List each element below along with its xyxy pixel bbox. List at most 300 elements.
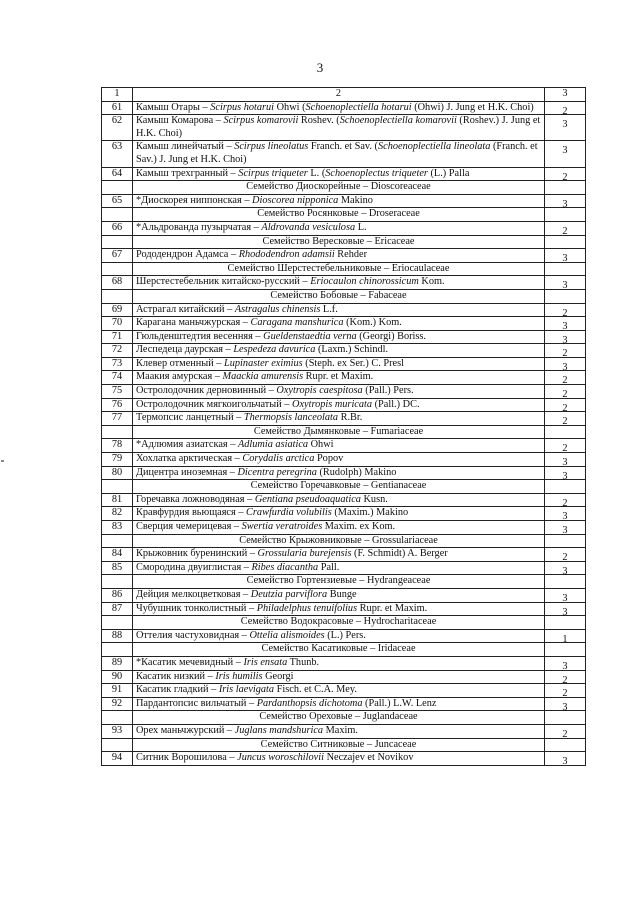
- species-rest: Neczajev et Novikov: [326, 752, 414, 764]
- protection-category: 2: [562, 416, 568, 428]
- species-ru: Горечавка ложноводяная –: [136, 493, 253, 505]
- species-latin: Juncus woroschilovii: [237, 752, 324, 764]
- category-cell: [545, 521, 586, 535]
- species-latin: Oxytropis muricata: [292, 398, 373, 410]
- species-ru: Сверция чемерицевая –: [136, 521, 240, 532]
- protection-category: 3: [562, 361, 568, 373]
- family-row: [102, 616, 586, 630]
- category-cell: [545, 115, 586, 141]
- species-row: [102, 548, 586, 562]
- species-latin: Oxytropis caespitosa: [276, 385, 363, 397]
- empty-cell: [545, 235, 586, 249]
- species-latin: Pardanthopsis dichotoma: [256, 697, 363, 709]
- species-number: 94: [102, 752, 133, 766]
- species-ru: Маакия амурская –: [136, 371, 220, 383]
- protection-category: 3: [562, 606, 568, 618]
- species-number: 71: [102, 330, 133, 344]
- species-row: [102, 276, 586, 290]
- protection-category: 3: [562, 334, 568, 346]
- species-latin: Adlumia asiatica: [237, 439, 309, 451]
- species-latin: Caragana manshurica: [250, 317, 344, 329]
- species-rest: (F. Schmidt) A. Berger: [354, 548, 448, 560]
- species-rest: Pall.: [320, 561, 340, 573]
- category-cell: [545, 276, 586, 290]
- protection-category: 2: [562, 348, 568, 360]
- species-rest: (Laxm.) Schindl.: [317, 344, 389, 356]
- species-row: [102, 684, 586, 698]
- species-row: [102, 629, 586, 643]
- empty-cell: [102, 181, 133, 195]
- species-number: 86: [102, 588, 133, 602]
- species-ru: Касатик низкий –: [136, 670, 213, 682]
- species-row: [102, 521, 586, 535]
- red-book-table: [101, 87, 586, 766]
- species-name: [133, 752, 545, 766]
- species-row: [102, 221, 586, 235]
- species-row: [102, 398, 586, 412]
- protection-category: 1: [562, 633, 568, 645]
- family-name: Семейство Ситниковые – Juncaceae: [133, 738, 545, 752]
- species-number: 76: [102, 398, 133, 412]
- species-row: [102, 344, 586, 358]
- family-row: [102, 643, 586, 657]
- species-row: [102, 141, 586, 167]
- protection-category: 3: [562, 565, 568, 577]
- species-row: [102, 385, 586, 399]
- species-row: [102, 330, 586, 344]
- species-name: [133, 141, 545, 167]
- species-number: 93: [102, 724, 133, 738]
- species-name: [133, 385, 545, 399]
- species-name: [133, 101, 545, 115]
- protection-category: 2: [562, 225, 568, 237]
- species-rest: Fisch. et C.A. Mey.: [276, 684, 357, 696]
- empty-cell: [102, 616, 133, 630]
- category-cell: [545, 303, 586, 317]
- species-row: [102, 303, 586, 317]
- species-row: [102, 466, 586, 480]
- empty-cell: [545, 738, 586, 752]
- species-latin: Lespedeza davurica: [233, 344, 316, 356]
- category-cell: [545, 493, 586, 507]
- protection-category: 2: [562, 674, 568, 686]
- family-row: [102, 480, 586, 494]
- species-ru: *Касатик мечевидный –: [136, 656, 241, 668]
- species-name: [133, 561, 545, 575]
- family-name: Семейство Вересковые – Ericaceae: [133, 235, 545, 249]
- species-name: [133, 194, 545, 208]
- species-row: [102, 656, 586, 670]
- species-ru: Гюльденштедтия весенняя –: [136, 330, 261, 342]
- species-latin: Dioscorea nipponica: [252, 194, 339, 206]
- species-rest: (Pall.) L.W. Lenz: [365, 697, 437, 709]
- page-number: 3: [316, 60, 324, 75]
- species-latin: Dicentra peregrina: [237, 466, 317, 478]
- species-row: [102, 249, 586, 263]
- species-row: [102, 412, 586, 426]
- species-name: [133, 115, 545, 141]
- species-number: 62: [102, 115, 133, 141]
- species-rest: Rupr. et Maxim.: [359, 602, 428, 614]
- species-ru: Остролодочник дерновинный –: [136, 385, 274, 397]
- species-ru: Кравфурдия вьющаяся –: [136, 507, 244, 519]
- protection-category: 3: [562, 756, 568, 768]
- protection-category: 3: [562, 470, 568, 482]
- species-row: [102, 317, 586, 331]
- empty-cell: [102, 711, 133, 725]
- empty-cell: [102, 208, 133, 222]
- species-ru: Касатик гладкий –: [136, 684, 217, 696]
- protection-category: 2: [562, 402, 568, 414]
- family-name: Семейство Росянковые – Droseraceae: [133, 208, 545, 222]
- species-latin: Iris ensata: [243, 656, 288, 668]
- species-number: 70: [102, 317, 133, 331]
- species-row: [102, 697, 586, 711]
- species-ru: Леспедеца даурская –: [136, 344, 231, 356]
- species-row: [102, 357, 586, 371]
- species-rest: Kom.: [421, 276, 445, 288]
- protection-category: 3: [562, 145, 568, 157]
- protection-category: 3: [562, 525, 568, 536]
- species-number: 89: [102, 656, 133, 670]
- protection-category: 2: [562, 688, 568, 700]
- category-cell: [545, 101, 586, 115]
- species-number: 90: [102, 670, 133, 684]
- species-latin: Ribes diacantha: [251, 561, 319, 573]
- category-cell: [545, 330, 586, 344]
- species-ru: *Адлюмия азиатская –: [136, 439, 236, 451]
- species-name: [133, 357, 545, 371]
- species-number: 65: [102, 194, 133, 208]
- species-ru: Камыш Отары –: [136, 101, 208, 113]
- species-number: 84: [102, 548, 133, 562]
- species-ru: Дицентра иноземная –: [136, 466, 235, 478]
- table-header-row: [102, 88, 586, 102]
- species-rest: Maxim. ex Kom.: [324, 521, 396, 532]
- species-name: [133, 317, 545, 331]
- species-name: [133, 588, 545, 602]
- species-ru: Астрагал китайский –: [136, 303, 233, 315]
- species-syn: Schoenoplectiella hotarui: [305, 101, 412, 113]
- empty-cell: [102, 289, 133, 303]
- protection-category: 2: [562, 105, 568, 117]
- species-latin: Iris laevigata: [218, 684, 275, 696]
- species-ru: Хохлатка арктическая –: [136, 453, 240, 465]
- species-ru: Пардантопсис вильчатый –: [136, 697, 255, 709]
- species-number: 68: [102, 276, 133, 290]
- species-rest: (Kom.) Kom.: [346, 317, 402, 329]
- species-number: 66: [102, 221, 133, 235]
- protection-category: 3: [562, 701, 568, 713]
- species-row: [102, 439, 586, 453]
- empty-cell: [545, 289, 586, 303]
- protection-category: 2: [562, 728, 568, 740]
- species-rest: Thunb.: [289, 656, 320, 668]
- species-latin: Juglans mandshurica: [234, 724, 324, 736]
- empty-cell: [545, 534, 586, 548]
- species-ru: Оттелия частуховидная –: [136, 629, 247, 641]
- species-latin: Thermopsis lanceolata: [243, 412, 339, 424]
- species-number: 61: [102, 101, 133, 115]
- species-latin: Scirpus komarovii: [223, 115, 299, 127]
- species-number: 92: [102, 697, 133, 711]
- species-latin: Maackia amurensis: [222, 371, 304, 383]
- species-number: 83: [102, 521, 133, 535]
- category-cell: [545, 371, 586, 385]
- header-col-number: 1: [102, 88, 133, 102]
- species-number: 77: [102, 412, 133, 426]
- species-ru: Орех маньчжурский –: [136, 724, 233, 736]
- species-number: 73: [102, 357, 133, 371]
- species-ru: Смородина двуиглистая –: [136, 561, 249, 573]
- protection-category: 2: [562, 375, 568, 387]
- species-latin: Corydalis arctica: [242, 453, 315, 465]
- empty-cell: [102, 534, 133, 548]
- species-number: 81: [102, 493, 133, 507]
- category-cell: [545, 602, 586, 616]
- species-rest: Bunge: [329, 588, 357, 600]
- species-number: 67: [102, 249, 133, 263]
- protection-category: 2: [562, 443, 568, 455]
- empty-cell: [102, 425, 133, 439]
- species-rest: (Maxim.) Makino: [334, 507, 409, 519]
- species-rest: (L.) Pers.: [327, 629, 366, 641]
- species-number: 72: [102, 344, 133, 358]
- species-name: [133, 398, 545, 412]
- species-latin: Rhododendron adamsii: [238, 249, 335, 261]
- family-name: Семейство Диоскорейные – Dioscoreaceae: [133, 181, 545, 195]
- species-row: [102, 194, 586, 208]
- species-ru: *Диоскорея ниппонская –: [136, 194, 250, 206]
- protection-category: 3: [562, 660, 568, 672]
- species-latin: Scirpus hotarui: [210, 101, 275, 113]
- species-rest: L.: [357, 221, 367, 233]
- species-latin: Swertia veratroides: [241, 521, 323, 532]
- species-rest: Rehder: [337, 249, 368, 261]
- species-row: [102, 115, 586, 141]
- species-row: [102, 493, 586, 507]
- species-number: 88: [102, 629, 133, 643]
- species-name: [133, 276, 545, 290]
- protection-category: 2: [562, 307, 568, 319]
- species-name: [133, 453, 545, 467]
- empty-cell: [102, 480, 133, 494]
- empty-cell: [102, 643, 133, 657]
- species-ru: Остролодочник мягкоигольчатый –: [136, 398, 290, 410]
- species-ru: Камыш трехгранный –: [136, 167, 236, 179]
- species-rest: Ohwi (: [276, 101, 306, 113]
- species-latin: Scirpus triqueter: [238, 167, 308, 179]
- category-cell: [545, 752, 586, 766]
- family-row: [102, 534, 586, 548]
- species-ru: Шерстестебельник китайско-русский –: [136, 276, 308, 288]
- species-rest2: (Ohwi) J. Jung et H.K. Choi): [414, 101, 534, 113]
- species-rest: L.f.: [322, 303, 338, 315]
- species-row: [102, 507, 586, 521]
- species-rest: Maxim.: [325, 724, 358, 736]
- family-row: [102, 575, 586, 589]
- protection-category: 3: [562, 280, 568, 292]
- species-name: [133, 493, 545, 507]
- species-ru: Карагана маньчжурская –: [136, 317, 248, 329]
- species-syn: Schoenoplectiella lineolata: [377, 141, 491, 153]
- family-row: [102, 208, 586, 222]
- family-name: Семейство Бобовые – Fabaceae: [133, 289, 545, 303]
- family-row: [102, 235, 586, 249]
- family-name: Семейство Горечавковые – Gentianaceae: [133, 480, 545, 494]
- family-row: [102, 738, 586, 752]
- species-rest: Rupr. et Maxim.: [305, 371, 374, 383]
- header-col-category: 3: [545, 88, 586, 102]
- species-number: 80: [102, 466, 133, 480]
- family-row: [102, 711, 586, 725]
- category-cell: [545, 629, 586, 643]
- family-name: Семейство Шерстестебельниковые – Eriocaulaceae: [133, 262, 545, 276]
- species-latin: Gueldenstaedtia verna: [263, 330, 357, 342]
- species-ru: Чубушник тонколистный –: [136, 602, 255, 614]
- species-latin: Crawfurdia volubilis: [246, 507, 332, 519]
- empty-cell: [102, 262, 133, 276]
- species-rest2: (Roshev.) J. Jung et H.K. Choi): [136, 115, 541, 139]
- species-name: [133, 466, 545, 480]
- category-cell: [545, 194, 586, 208]
- family-row: [102, 262, 586, 276]
- species-row: [102, 167, 586, 181]
- species-row: [102, 101, 586, 115]
- category-cell: [545, 398, 586, 412]
- species-rest: (Rudolph) Makino: [319, 466, 397, 478]
- species-name: [133, 412, 545, 426]
- species-rest: (Georgi) Boriss.: [359, 330, 426, 342]
- species-syn: Schoenoplectus triqueter: [325, 167, 428, 179]
- species-name: [133, 221, 545, 235]
- species-number: 74: [102, 371, 133, 385]
- species-name: [133, 439, 545, 453]
- species-rest: (Pall.) DC.: [374, 398, 420, 410]
- species-number: 63: [102, 141, 133, 167]
- species-row: [102, 602, 586, 616]
- species-number: 79: [102, 453, 133, 467]
- species-row: [102, 561, 586, 575]
- species-name: [133, 330, 545, 344]
- species-row: [102, 670, 586, 684]
- species-name: [133, 724, 545, 738]
- empty-cell: [102, 235, 133, 249]
- species-row: [102, 371, 586, 385]
- table-body: [102, 101, 586, 768]
- species-number: 75: [102, 385, 133, 399]
- species-latin: Astragalus chinensis: [234, 303, 321, 315]
- species-row: [102, 752, 586, 766]
- species-number: 85: [102, 561, 133, 575]
- species-name: [133, 548, 545, 562]
- category-cell: [545, 385, 586, 399]
- family-name: Семейство Водокрасовые – Hydrocharitaceae: [133, 616, 545, 630]
- species-rest: Ohwi: [310, 439, 334, 451]
- species-name: [133, 303, 545, 317]
- species-name: [133, 507, 545, 521]
- species-rest: Kusn.: [363, 493, 388, 505]
- species-syn: Schoenoplectiella komarovii: [339, 115, 457, 127]
- category-cell: [545, 141, 586, 167]
- species-name: [133, 371, 545, 385]
- species-number: 69: [102, 303, 133, 317]
- category-cell: [545, 439, 586, 453]
- species-ru: Рододендрон Адамса –: [136, 249, 237, 261]
- species-latin: Scirpus lineolatus: [234, 141, 309, 153]
- protection-category: 2: [562, 497, 568, 509]
- category-cell: [545, 249, 586, 263]
- species-name: [133, 167, 545, 181]
- species-name: [133, 249, 545, 263]
- family-name: Семейство Касатиковые – Iridaceae: [133, 643, 545, 657]
- empty-cell: [545, 425, 586, 439]
- species-number: 64: [102, 167, 133, 181]
- species-number: 87: [102, 602, 133, 616]
- species-name: [133, 656, 545, 670]
- species-latin: Iris humilis: [215, 670, 263, 682]
- species-rest: Franch. et Sav. (: [310, 141, 378, 153]
- species-ru: Ситник Ворошилова –: [136, 752, 235, 764]
- species-name: [133, 684, 545, 698]
- species-rest2: (L.) Palla: [430, 167, 470, 179]
- protection-category: 3: [562, 253, 568, 265]
- family-row: [102, 425, 586, 439]
- protection-category: 3: [562, 198, 568, 210]
- empty-cell: [102, 738, 133, 752]
- species-ru: Камыш линейчатый –: [136, 141, 232, 153]
- species-latin: Grossularia burejensis: [257, 548, 352, 560]
- category-cell: [545, 697, 586, 711]
- species-ru: *Альдрованда пузырчатая –: [136, 221, 259, 233]
- species-rest: Popov: [316, 453, 344, 465]
- species-name: [133, 670, 545, 684]
- species-name: [133, 344, 545, 358]
- species-number: 78: [102, 439, 133, 453]
- species-latin: Deutzia parviflora: [250, 588, 328, 600]
- category-cell: [545, 588, 586, 602]
- species-rest: (Steph. ex Ser.) C. Presl: [305, 357, 404, 369]
- species-latin: Ottelia alismoides: [249, 629, 325, 641]
- species-ru: Крыжовник буренинский –: [136, 548, 255, 560]
- species-latin: Philadelphus tenuifolius: [256, 602, 358, 614]
- protection-category: 3: [562, 457, 568, 469]
- species-number: 82: [102, 507, 133, 521]
- protection-category: 3: [562, 321, 568, 333]
- family-name: Семейство Дымянковые – Fumariaceae: [133, 425, 545, 439]
- species-row: [102, 453, 586, 467]
- category-cell: [545, 561, 586, 575]
- category-cell: [545, 548, 586, 562]
- species-name: [133, 629, 545, 643]
- species-latin: Eriocaulon chinorossicum: [310, 276, 419, 288]
- margin-mark: [1, 460, 4, 462]
- category-cell: [545, 670, 586, 684]
- protection-category: 3: [562, 592, 568, 604]
- category-cell: [545, 357, 586, 371]
- family-name: Семейство Ореховые – Juglandaceae: [133, 711, 545, 725]
- species-name: [133, 602, 545, 616]
- species-ru: Камыш Комарова –: [136, 115, 221, 127]
- category-cell: [545, 221, 586, 235]
- empty-cell: [545, 262, 586, 276]
- species-number: 91: [102, 684, 133, 698]
- protection-category: 2: [562, 552, 568, 564]
- species-rest: R.Br.: [340, 412, 363, 424]
- species-latin: Lupinaster eximius: [224, 357, 303, 369]
- species-name: [133, 697, 545, 711]
- family-row: [102, 181, 586, 195]
